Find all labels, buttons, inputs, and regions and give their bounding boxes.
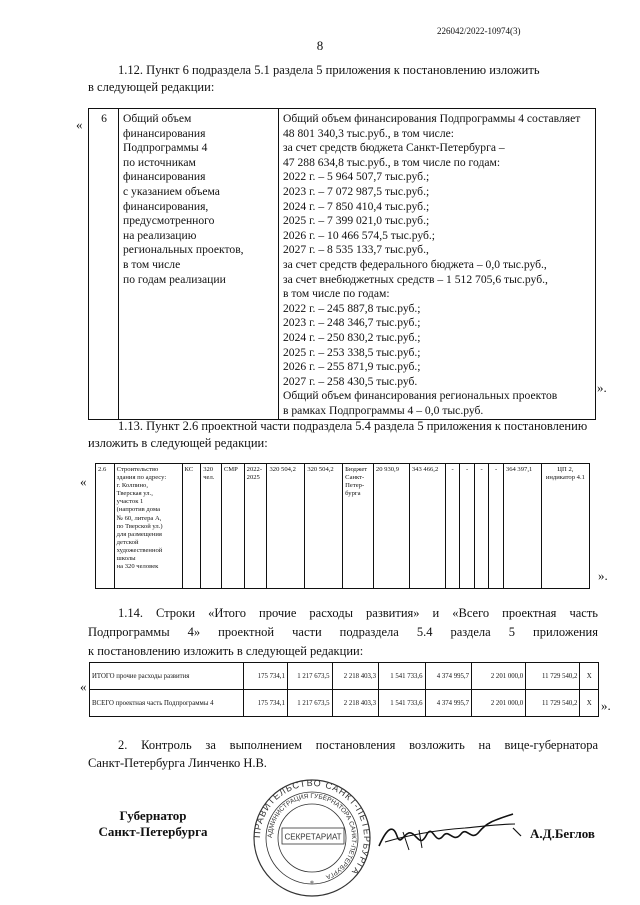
financing-value-line: 2023 г. – 7 072 987,5 тыс.руб.; [283,184,430,198]
financing-label-line: с указанием объема [123,184,220,198]
item-1-13-line1: 1.13. Пункт 2.6 проектной части подраздела 5.4 раздела 5 приложения к постановлению [118,419,588,433]
project-name-line: Тверская ул., [116,490,153,498]
project-name-line: Строительство [116,466,159,473]
signatory-position [88,808,218,840]
financing-label-line: предусмотренного [123,214,215,228]
close-quote: ». [597,380,607,395]
financing-value-line: 2026 г. – 255 871,9 тыс.руб.; [283,360,421,374]
open-quote: « [80,679,87,694]
financing-label-line: региональных проектов, [123,243,244,257]
row-value: 4 374 995,7 [425,663,472,690]
stamp-center-text: СЕКРЕТАРИАТ [284,832,342,842]
row-mark: X [580,663,599,690]
open-quote: « [80,474,87,489]
project-name-line: на 320 человек [116,563,159,571]
financing-value-line: за счет средств бюджета Санкт-Петербурга – [283,141,505,155]
cell-cost1: 320 504,2 [267,464,305,589]
cell-y1: 20 930,9 [373,464,409,589]
item-1-12-line1: 1.12. Пункт 6 подраздела 5.1 раздела 5 приложения к постановлению изложить [118,63,540,77]
row-value: 175 734,1 [243,690,287,717]
position-line1: Губернатор [119,808,187,823]
item-1-12-text [88,62,598,96]
row-value: 1 541 733,6 [379,690,426,717]
page-number: 8 [316,38,324,53]
cell-name [114,464,182,589]
financing-value-line: 2025 г. – 7 399 021,0 тыс.руб.; [283,214,430,228]
row-mark: X [580,690,599,717]
stamp-outer-text: ПРАВИТЕЛЬСТВО САНКТ-ПЕТЕРБУРГА [251,778,373,878]
cell-num: 2.6 [96,464,115,589]
totals-table [89,662,599,717]
cell-y3: - [445,464,460,589]
row-value: 2 201 000,0 [472,690,526,717]
cell-capacity: 320 чел. [201,464,222,589]
row-value: 11 729 540,2 [526,663,580,690]
financing-value-line: 2024 г. – 7 850 410,4 тыс.руб.; [283,199,430,213]
financing-value-line: за счет внебюджетных средств – 1 512 705,6 тыс.руб., [283,272,548,286]
financing-value-line: 2022 г. – 245 887,8 тыс.руб.; [283,301,421,315]
financing-label-line: по источникам [123,155,196,169]
row-value: 1 541 733,6 [379,663,426,690]
row-value: 2 218 403,3 [332,663,379,690]
project-name-line: № 60, литера А, [116,514,162,522]
financing-value-line: Общий объем финансирования Подпрограммы 4 составляет [283,112,581,125]
row-label: ВСЕГО проектная часть Подпрограммы 4 [90,690,244,717]
project-name-line: школы [116,555,136,563]
financing-value [279,109,596,420]
project-name-line: художественной [116,546,163,554]
financing-value-line: 2027 г. – 258 430,5 тыс.руб. [283,374,418,388]
financing-label-line: финансирования, [123,199,209,213]
item-1-14-line1: 1.14. Строки «Итого прочие расходы развития» и «Всего проектная часть [118,606,598,620]
stamp-inner-text: АДМИНИСТРАЦИЯ ГУБЕРНАТОРА САНКТ-ПЕТЕРБУРГА [266,792,358,881]
project-name-line: (напротив дома [116,506,160,514]
project-name-line: здания по адресу: [116,474,167,482]
table-row [96,464,590,589]
close-quote: ». [598,568,608,583]
item-1-13-line2: изложить в следующей редакции: [88,436,268,450]
financing-value-line: в том числе по годам: [283,287,390,301]
financing-value-line: 2024 г. – 250 830,2 тыс.руб.; [283,330,421,344]
cell-period: 2022-2025 [244,464,267,589]
position-line2: Санкт-Петербурга [98,824,208,839]
financing-label [119,109,279,420]
item-2-line2: Санкт-Петербурга Линченко Н.В. [88,756,267,770]
financing-value-line: 2022 г. – 5 964 507,7 тыс.руб.; [283,170,430,184]
row-value: 4 374 995,7 [425,690,472,717]
cell-type: КС [182,464,201,589]
item-1-13-text [88,418,598,452]
financing-value-line: в рамках Подпрограммы 4 – 0,0 тыс.руб. [283,403,484,417]
financing-label-line: финансирования [123,170,206,184]
close-quote: ». [601,698,611,713]
cell-cost2: 320 504,2 [305,464,343,589]
row-value: 2 218 403,3 [332,690,379,717]
project-name-line: детской [116,538,139,546]
handwritten-signature [375,806,525,866]
financing-value-line: за счет средств федерального бюджета – 0,0 тыс.руб., [283,257,547,271]
cell-y4: - [460,464,475,589]
svg-text:*: * [310,879,314,888]
financing-label-line: на реализацию [123,228,197,242]
item-1-14-line2: Подпрограммы 4» проектной части подраздела 5.4 раздела 5 приложения [88,625,598,639]
cell-y2: 343 466,2 [409,464,445,589]
financing-label-line: Общий объем [123,112,192,125]
financing-label-line: финансирования [123,126,206,140]
row-number: 6 [89,109,119,420]
project-name-line: г. Колпино, [116,482,148,490]
row-value: 11 729 540,2 [526,690,580,717]
cell-indicator: ЦП 2, индикатор 4.1 [541,464,589,589]
cell-kind: СМР [221,464,244,589]
table-row [90,663,599,690]
table-row [89,109,596,420]
item-1-14-line3: к постановлению изложить в следующей редакции: [88,644,364,658]
project-table [95,463,590,589]
financing-value-line: 47 288 634,8 тыс.руб., в том числе по годам: [283,155,501,169]
row-value: 2 201 000,0 [472,663,526,690]
table-row [90,690,599,717]
item-1-12-line2: в следующей редакции: [88,80,215,94]
cell-y6: - [489,464,504,589]
cell-source: Бюджет Санкт-Петер-бурга [343,464,374,589]
item-2-text [88,736,598,772]
financing-label-line: Подпрограммы 4 [123,141,208,155]
cell-y5: - [474,464,489,589]
financing-value-line: Общий объем финансирования региональных проектов [283,389,558,403]
project-name-line: для размещения [116,530,162,538]
financing-label-line: по годам реализации [123,272,226,286]
row-label: ИТОГО прочие расходы развития [90,663,244,690]
financing-table [88,108,596,420]
official-stamp [250,778,375,898]
open-quote: « [76,117,83,132]
cell-total: 364 397,1 [503,464,541,589]
financing-value-line: 2026 г. – 10 466 574,5 тыс.руб.; [283,228,435,242]
item-1-14-text [88,604,598,661]
financing-label-line: в том числе [123,257,181,271]
row-value: 1 217 673,5 [287,690,332,717]
row-value: 1 217 673,5 [287,663,332,690]
financing-value-line: 2023 г. – 248 346,7 тыс.руб.; [283,316,421,330]
project-name-line: по Тверской ул.) [116,522,163,530]
project-name-line: участок 1 [116,498,144,506]
financing-value-line: 2027 г. – 8 535 133,7 тыс.руб., [283,243,429,257]
signatory-name: А.Д.Беглов [530,826,595,841]
document-id: 226042/2022-10974(3) [437,26,521,36]
financing-value-line: 2025 г. – 253 338,5 тыс.руб.; [283,345,421,359]
row-value: 175 734,1 [243,663,287,690]
financing-value-line: 48 801 340,3 тыс.руб., в том числе: [283,126,454,140]
item-2-line1: 2. Контроль за выполнением постановления возложить на вице-губернатора [118,738,598,752]
